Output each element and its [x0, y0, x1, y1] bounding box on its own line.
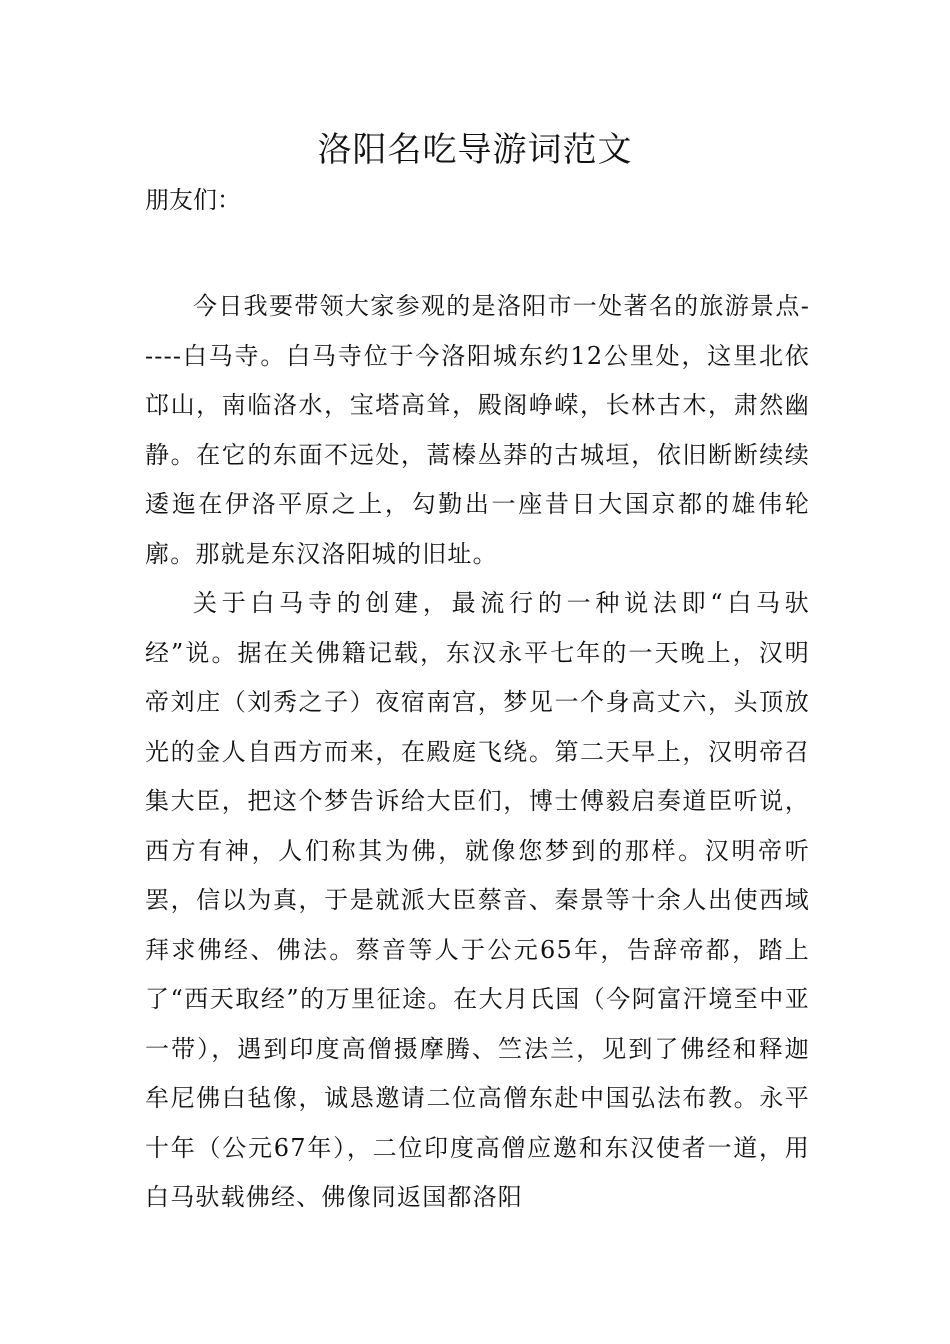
salutation: 朋友们： — [145, 186, 241, 214]
paragraph: 今日我要带领大家参观的是洛阳市一处著名的旅游景点-----白马寺。白马寺位于今洛阳城东约12公里处，这里北依邙山，南临洛水，宝塔高耸，殿阁峥嵘，长林古木，肃然幽静。在它的东面不远处，蒿榛丛莽的古城垣，依旧断断续续逶迤在伊洛平原之上，勾勤出一座昔日大国京都的雄伟轮廓。那就是东汉洛阳城的旧址。 — [145, 292, 810, 568]
paragraph: 关于白马寺的创建，最流行的一种说法即“白马驮经”说。据在关佛籍记载，东汉永平七年的一天晚上，汉明帝刘庄（刘秀之子）夜宿南宫，梦见一个身高丈六，头顶放光的金人自西方而来，在殿庭飞绕。第二天早上，汉明帝召集大臣，把这个梦告诉给大臣们，博士傅毅启奏道臣听说，西方有神，人们称其为佛，就像您梦到的那样。汉明帝听罢，信以为真，于是就派大臣蔡音、秦景等十余人出使西域拜求佛经、佛法。蔡音等人于公元65年，告辞帝都，踏上了“西天取经”的万里征途。在大月氏国（今阿富汗境至中亚一带），遇到印度高僧摄摩腾、竺法兰，见到了佛经和释迦牟尼佛白毡像，诚恳邀请二位高僧东赴中国弘法布教。永平十年（公元67年），二位印度高僧应邀和东汉使者一道，用白马驮载佛经、佛像同返国都洛阳 — [145, 589, 810, 1211]
document-title: 洛阳名吃导游词范文 — [317, 130, 633, 170]
document-body — [145, 282, 810, 1223]
